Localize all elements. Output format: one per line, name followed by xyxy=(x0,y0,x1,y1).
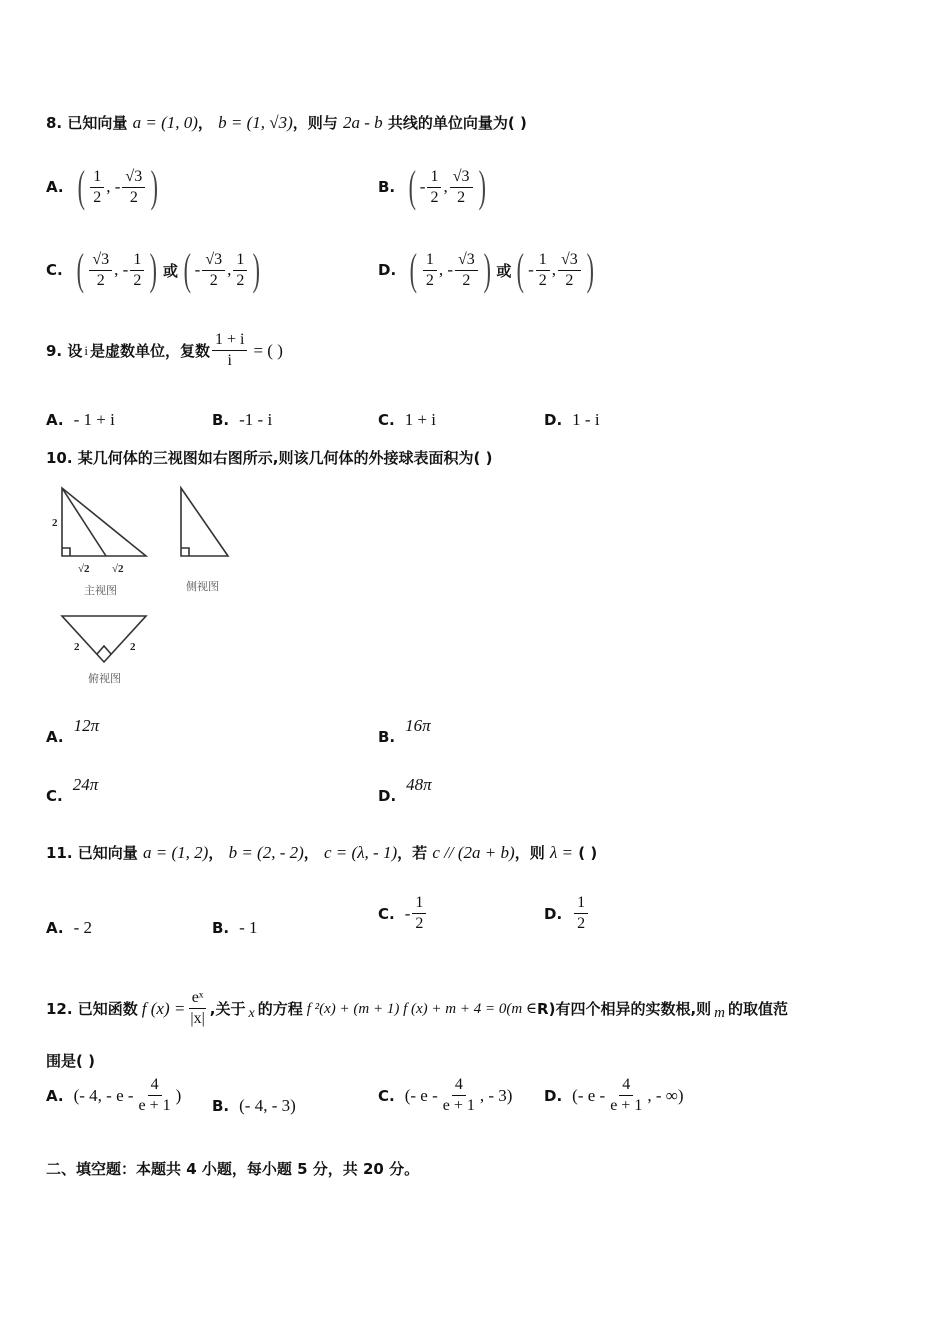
q9-option-b[interactable]: B. -1 - i xyxy=(212,410,273,429)
q9-option-c[interactable]: C. 1 + i xyxy=(378,410,437,429)
q8-c-math: ( $\frac{√3}{2}$ , - $\frac{1}{2}$ ) xyxy=(76,245,158,294)
q8-option-b[interactable]: B. ( - $\frac{1}{2}$ , $\frac{√3}{2}$ ) xyxy=(378,165,489,209)
q8-b-math: ( - $\frac{1}{2}$ , $\frac{√3}{2}$ ) xyxy=(408,162,486,211)
q10-option-c[interactable]: C. 24π xyxy=(46,775,99,805)
q8-option-c[interactable]: C. ( $\frac{√3}{2}$ , - $\frac{1}{2}$ ) 或 ( - $\frac{√3}{2}$ , $\frac{1}{2}$ ) xyxy=(46,245,261,294)
front-right-angle xyxy=(62,548,70,556)
q10-stem: 10. 某几何体的三视图如右图所示,则该几何体的外接球表面积为( ) xyxy=(46,449,493,467)
front-view-outer xyxy=(62,488,146,556)
q11-option-a[interactable]: A. - 2 xyxy=(46,918,93,937)
q12-option-a[interactable]: A. (- 4, - e - $\frac{4}{e + 1}$ ) xyxy=(46,1076,182,1114)
q8-option-a[interactable]: A. ( $\frac{1}{2}$ , - $\frac{√3}{2}$ ) xyxy=(46,165,162,209)
top-view-outline xyxy=(62,616,146,662)
top-right-angle xyxy=(97,646,111,654)
q11-option-d[interactable]: D. $\frac{1}{2}$ xyxy=(544,893,590,934)
top-right-label: 2 xyxy=(130,641,136,653)
q8-option-d[interactable]: D. ( $\frac{1}{2}$ , - $\frac{√3}{2}$ ) 或 ( - $\frac{1}{2}$ , $\frac{√3}{2}$ ) xyxy=(378,245,594,294)
q12-stem-line2: 围是( ) xyxy=(46,1052,95,1070)
side-view-outline xyxy=(181,488,228,556)
q11-option-b[interactable]: B. - 1 xyxy=(212,918,258,937)
q9-stem: 9. 设 i 是虚数单位，复数 $\frac{1 + i}{i}$ = ( ) xyxy=(46,331,283,369)
q8-a-math: ( $\frac{1}{2}$ , - $\frac{√3}{2}$ ) xyxy=(77,162,159,211)
q11-stem: 11. 已知向量 a = (1, 2)， b = (2, - 2)， c = (λ, - 1)，若 c // (2a + b)，则 λ = ( ) xyxy=(46,843,598,862)
q12-option-c[interactable]: C. (- e - $\frac{4}{e + 1}$ , - 3) xyxy=(378,1076,513,1114)
section-2-header: 二、填空题：本题共 4 小题，每小题 5 分，共 20 分。 xyxy=(46,1160,420,1178)
base-left-label: √2 xyxy=(78,563,90,575)
q11-option-c[interactable]: C. - $\frac{1}{2}$ xyxy=(378,893,428,934)
side-view-caption: 侧视图 xyxy=(186,580,219,593)
q12-stem: 12. 已知函数 f (x) = $\frac{\text{eˣ}}{|x|}$ ,关于 x 的方程 f ²(x) + (m + 1) f (x) + m + 4 = 0(m ∈ R) 有四个相异的实数根,则 m 的取值范 xyxy=(46,989,788,1027)
q10-option-b[interactable]: B. 16π xyxy=(378,716,431,746)
front-view-inner-line xyxy=(62,488,106,556)
q8-stem: 8. 已知向量 a = (1, 0)， b = (1, √3)，则与 2a - b 共线的单位向量为( ) xyxy=(46,113,527,132)
q9-option-a[interactable]: A. - 1 + i xyxy=(46,410,115,429)
q10-option-a[interactable]: A. 12π xyxy=(46,716,100,746)
front-view-caption: 主视图 xyxy=(84,584,117,597)
side-right-angle xyxy=(181,548,189,556)
three-view-figure xyxy=(40,482,260,692)
q10-option-d[interactable]: D. 48π xyxy=(378,775,432,805)
q8-d-math: ( $\frac{1}{2}$ , - $\frac{√3}{2}$ ) xyxy=(409,245,491,294)
top-left-label: 2 xyxy=(74,641,80,653)
top-view-caption: 俯视图 xyxy=(88,672,121,685)
base-right-label: √2 xyxy=(112,563,124,575)
q12-option-b[interactable]: B. (- 4, - 3) xyxy=(212,1096,296,1115)
q12-option-d[interactable]: D. (- e - $\frac{4}{e + 1}$ , - ∞) xyxy=(544,1076,684,1114)
front-side-label: 2 xyxy=(52,517,58,529)
q9-option-d[interactable]: D. 1 - i xyxy=(544,410,600,429)
